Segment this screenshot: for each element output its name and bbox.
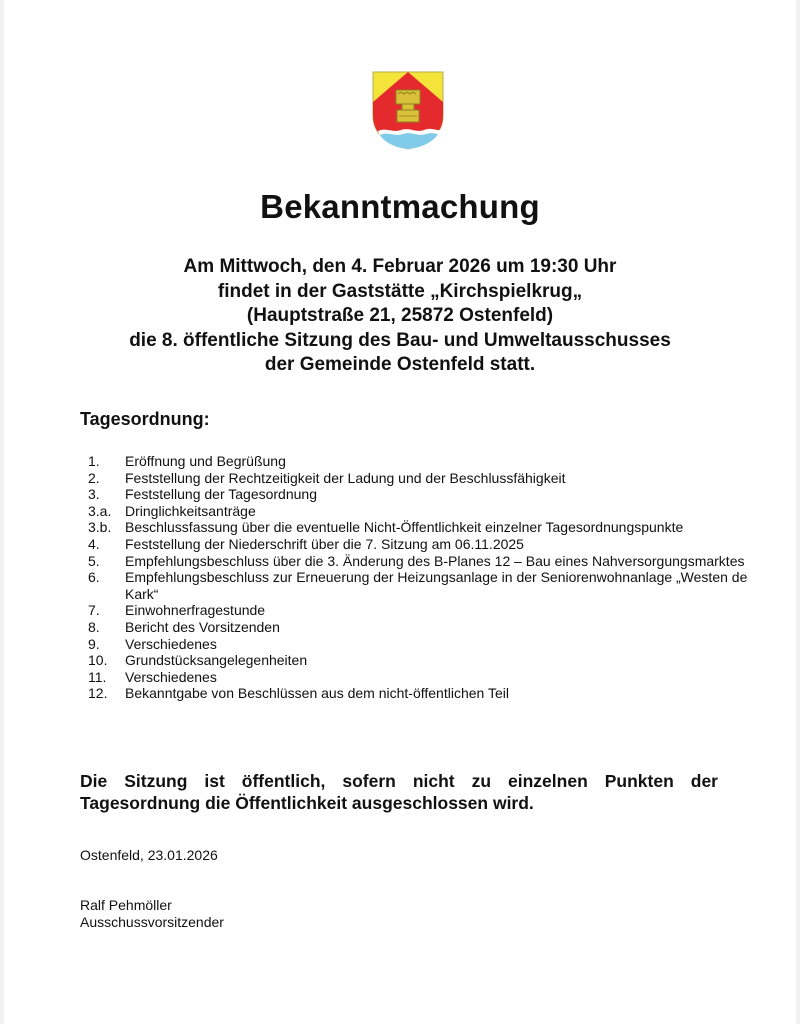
- agenda-list: [88, 453, 768, 702]
- agenda-item: [88, 553, 768, 570]
- agenda-item-number: 3.b.: [88, 519, 112, 536]
- agenda-item: [88, 503, 768, 520]
- signature-block: [80, 897, 224, 931]
- agenda-item: [88, 470, 768, 487]
- agenda-item-text: Einwohnerfragestunde: [125, 602, 266, 619]
- agenda-item-number: 10.: [88, 652, 108, 669]
- signer-name: Ralf Pehmöller: [80, 897, 172, 913]
- agenda-item-text: Bekanntgabe von Beschlüssen aus dem nicht-öffentlichen Teil: [125, 685, 509, 702]
- agenda-item-text: Verschiedenes: [125, 635, 217, 652]
- agenda-item-text: Empfehlungsbeschluss über die 3. Änderung des B-Planes 12 – Bau eines Nahversorgungsmarktes: [125, 552, 745, 569]
- agenda-item: [88, 685, 768, 702]
- agenda-item: [88, 619, 768, 636]
- agenda-heading: Tagesordnung:: [80, 409, 210, 429]
- signer-role: Ausschussvorsitzender: [80, 914, 224, 930]
- intro-line: der Gemeinde Ostenfeld statt.: [264, 354, 536, 375]
- agenda-item-text: Feststellung der Niederschrift über die 7. Sitzung am 06.11.2025: [125, 535, 524, 552]
- agenda-item-number: 1.: [88, 453, 100, 469]
- agenda-item-number: 9.: [88, 635, 100, 652]
- intro-line: findet in der Gaststätte „Kirchspielkrug„: [217, 280, 583, 302]
- agenda-item-number: 4.: [88, 535, 100, 552]
- agenda-item: [88, 453, 768, 470]
- agenda-item-text: Empfehlungsbeschluss zur Erneuerung der Heizungsanlage in der Seniorenwohnanlage „Westen de Kark“: [125, 569, 748, 602]
- agenda-item-number: 3.: [88, 486, 100, 503]
- agenda-item-number: 2.: [88, 469, 100, 486]
- agenda-item-text: Dringlichkeitsanträge: [125, 502, 256, 519]
- intro-line: (Hauptstraße 21, 25872 Ostenfeld): [246, 305, 554, 326]
- agenda-item-text: Bericht des Vorsitzenden: [125, 618, 280, 635]
- agenda-item-text: Beschlussfassung über die eventuelle Nicht-Öffentlichkeit einzelner Tagesordnungspunkte: [125, 519, 684, 536]
- agenda-item: [88, 602, 768, 619]
- agenda-item-text: Feststellung der Rechtzeitigkeit der Ladung und der Beschlussfähigkeit: [125, 469, 566, 486]
- agenda-item-number: 6.: [88, 569, 100, 586]
- agenda-item: [88, 652, 768, 669]
- agenda-item-text: Verschiedenes: [125, 668, 217, 685]
- coat-of-arms-icon: [371, 70, 445, 150]
- agenda-item-number: 12.: [88, 685, 108, 702]
- agenda-item-text: Grundstücksangelegenheiten: [125, 652, 308, 669]
- agenda-item: [88, 669, 768, 686]
- agenda-item-number: 7.: [88, 602, 100, 619]
- agenda-item: [88, 519, 768, 536]
- document-page: [4, 0, 796, 1024]
- page-title: Bekanntmachung: [260, 188, 540, 225]
- public-notice: Die Sitzung ist öffentlich, sofern nicht zu einzelnen Punkten der Tagesordnung die Öffentlichkeit ausgeschlossen wird.: [80, 771, 718, 813]
- agenda-item: [88, 569, 768, 602]
- place-date: Ostenfeld, 23.01.2026: [80, 847, 218, 863]
- agenda-item-number: 3.a.: [88, 502, 112, 519]
- agenda-item: [88, 486, 768, 503]
- intro-line: Am Mittwoch, den 4. Februar 2026 um 19:30 Uhr: [183, 256, 617, 277]
- agenda-item-number: 5.: [88, 552, 100, 569]
- intro-line: die 8. öffentliche Sitzung des Bau- und Umweltausschusses: [129, 329, 671, 351]
- agenda-item-text: Feststellung der Tagesordnung: [125, 486, 317, 503]
- meeting-intro: [0, 255, 800, 378]
- agenda-item-text: Eröffnung und Begrüßung: [125, 453, 286, 469]
- agenda-item: [88, 536, 768, 553]
- agenda-item-number: 8.: [88, 618, 100, 635]
- agenda-item-number: 11.: [88, 668, 107, 685]
- agenda-item: [88, 636, 768, 653]
